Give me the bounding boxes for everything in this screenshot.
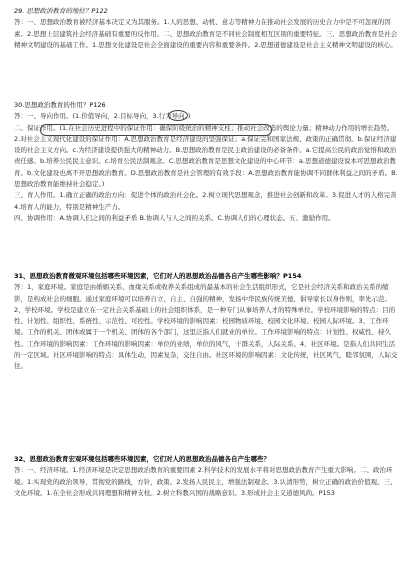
- question-29: [14, 6, 398, 51]
- question-32: [14, 454, 398, 499]
- question-32-answer: 答：一、经济环境。1.经济环境是决定思想政治教育的重要因素 2.科学技术的发展水平将对思想政治教育产生重大影响。二、政治环境。1.实现党的政治领导，贯彻党的路线，方针，政策。2.发扬人民民主，增强法制观念。3.认清形势，树立正确的政治价值观。三、文化环境。1.在全社会形成共同理想和精神支柱。2.树立科教兴国的战略意识。3.形成社会主义道德风尚。P153: [14, 466, 397, 497]
- question-30-para-3: 三、育人作用。1.确立正确的政治方向：促进个体的政治社会化。2.树立现代思想观念，推进社会创新和改革。3.促进人才的人格完善 4.培育人的能力，特别是精神生产力。: [14, 191, 397, 211]
- question-31: [14, 271, 398, 373]
- question-29-answer: 答：一、思想政治教育被经济基本决定又为其服务。1.人的思想、动机、意志等精神力在推动社会发展的历史合力中是不可忽视的因素。2.思想上层建筑社会经济基础有重要的反作用。二、思想政治教育是不同社会制度相互区别的重要特征。三、思想政治教育是社会精神文明建设的基础工作。1.思想文化建设是社会全面建设的重要内容和重要条件。2.思想道德建设是社会主义精神文明建设的核心。: [14, 18, 398, 49]
- question-29-title: 29. 思想政治教育的地位？P122: [14, 7, 108, 15]
- question-30-title: 30.思想政治教育的作用？P126: [14, 101, 106, 109]
- question-32-title: 32、思想政治教育宏观环境包括哪些环境因素，它们对人的思想政治品德各自产生哪些？: [14, 455, 271, 463]
- question-30-para-1: 答：一、导向作用。(1.价值导向，2.目标导向，3.行为导向。): [14, 112, 191, 121]
- question-31-title: 31、思想政治教育微观环境包括哪些环境因素，它们对人的思想政治品德各自产生哪些影响？P154: [14, 272, 302, 280]
- question-30-para-2: 二、保证作用。(1.在社会历史进程中的保证作用：确保阶级统治的精神支柱；推动社会改造的舆论力量；精神动力作用的增长趋势。2.对社会主义现代化建设的保证作用：A.思想政治教育是经济建设的坚强保证；a.保证完和国家法规、政策的正确贯彻。b.保证经济建设的社会主义方向。c.为经济建设提供强大的精神动力。B.思想政治教育是民主政治建设的必备条件。a.它提高公民的政治觉悟和政治责任感。b.培养公民民主意识。c.培育公民法制观念。C.思想政治教育是思想文化建设的中心环节：a.思想道德建设说本可思想政治教育。b.文化建设也离不开思想政治教育。D.思想政治教育是社会管理的有效手段：A.思想政治教育能协调不同群体利益之间的矛盾。B.思想政治教育能维持社会稳定。): [14, 123, 398, 189]
- question-30-para-4: 四、协调作用：A.协调人们之间的利益矛盾 B.协调人与人之间的关系。C.协调人们的心理状态。五、激励作用。: [14, 213, 335, 222]
- question-30: [14, 100, 398, 224]
- question-31-answer: 答：1、家庭环境。家庭是由婚姻关系、血缘关系或收养关系组成的最基本的社会生活组织形式，它是社会经济关系和政治关系的缩影，是构成社会的细胞。通过家庭环境可以培养自立、自主、自强的精神，发扬中华民族传统美德，倡导家长以身作则，率先示范。2、学校环境。学校是建立在一定社会关系基础上的社会组织体系，是一种专门从事培养人才的特殊单位。学校环境影响的特点：目的性、计划性、组织性、系统性、示范性、可控性。学校环境的影响因素：校园物质环境、校园文化环境、校园人际环境。3、工作环境。工作的机关、团体或属于一个机关、团体的各个部门，这里泛指人们就业的单位。工作环境影响的特点：计划性、权威性、持久性。工作环境的影响因素：工作环境的影响因素：单位的业绩，单位的风气，干群关系，人际关系。4、社区环境。是指人们共同生活的一定区域。社区环境影响的特点：具体生动，因素复杂，交往自由。社区环境的影响因素：文化传统，社区风气，睦邻氛围，人际交往。: [14, 283, 398, 371]
